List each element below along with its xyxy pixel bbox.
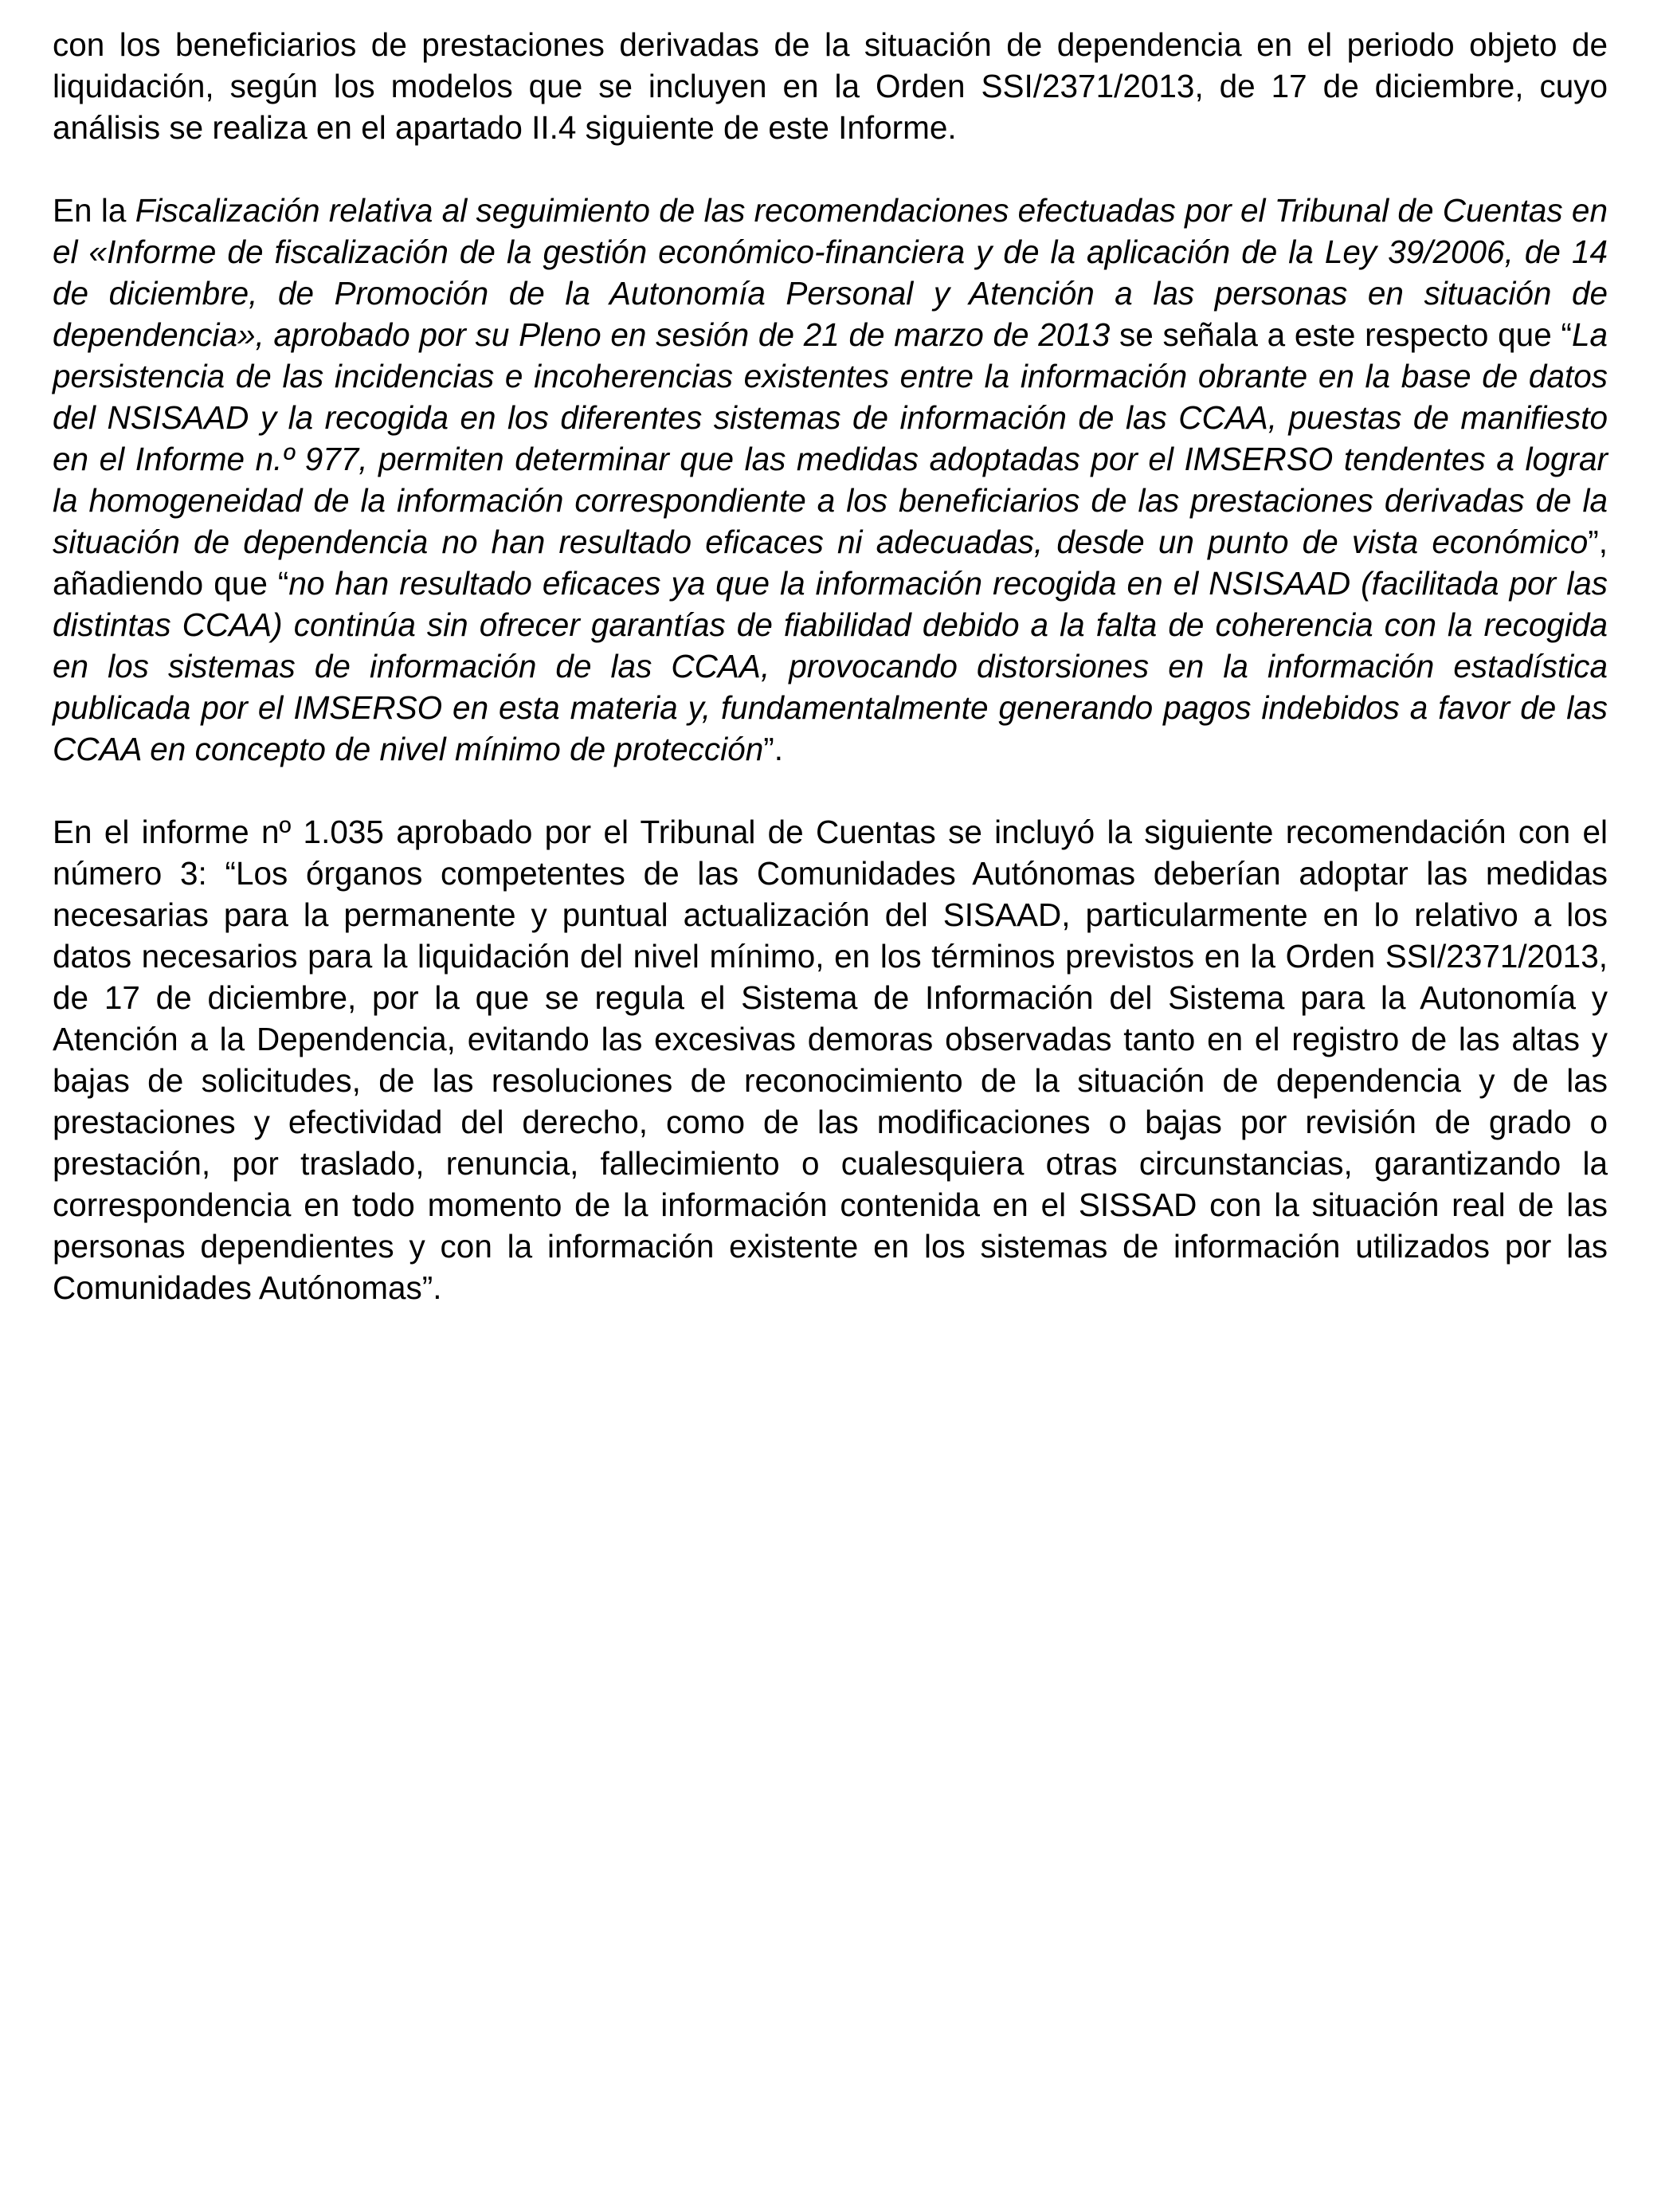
paragraph-2-text-run: En la bbox=[53, 192, 135, 229]
paragraph-2-italic-title: Fiscalización relativa al seguimiento de las recomendaciones efectuadas por el Tribunal de Cuentas en el «Informe de fiscalización de la gestión económico-financiera y de la aplicación de la Ley 39/2006, de 14 de diciembre, de Promoción de la Autonomía Personal y Atención a las personas en situación de dependencia», aprobado por su Pleno en sesión de 21 de marzo de 2013 bbox=[53, 192, 1608, 353]
paragraph-3-text: En el informe nº 1.035 aprobado por el Tribunal de Cuentas se incluyó la siguiente recomendación con el número 3: “Los órganos competentes de las Comunidades Autónomas deberían adoptar las medidas necesarias para la permanente y puntual actualización del SISAAD, particularmente en lo relativo a los datos necesarios para la liquidación del nivel mínimo, en los términos previstos en la Orden SSI/2371/2013, de 17 de diciembre, por la que se regula el Sistema de Información del Sistema para la Autonomía y Atención a la Dependencia, evitando las excesivas demoras observadas tanto en el registro de las altas y bajas de solicitudes, de las resoluciones de reconocimiento de la situación de dependencia y de las prestaciones y efectividad del derecho, como de las modificaciones o bajas por revisión de grado o prestación, por traslado, renuncia, fallecimiento o cualesquiera otras circunstancias, garantizando la correspondencia en todo momento de la información contenida en el SISSAD con la situación real de las personas dependientes y con la información existente en los sistemas de información utilizados por las Comunidades Autónomas”. bbox=[53, 814, 1608, 1306]
document-page bbox=[53, 24, 1608, 1308]
paragraph-fiscalizacion bbox=[53, 190, 1608, 770]
paragraph-2-italic-quote: no han resultado eficaces ya que la información recogida en el NSISAAD (facilitada por las distintas CCAA) continúa sin ofrecer garantías de fiabilidad debido a la falta de coherencia con la recogida en los sistemas de información de las CCAA, provocando distorsiones en la información estadística publicada por el IMSERSO en esta materia y, fundamentalmente generando pagos indebidos a favor de las CCAA en concepto de nivel mínimo de protección bbox=[53, 565, 1608, 767]
paragraph-2-text-run: ”, añadiendo que “ bbox=[53, 524, 1608, 602]
paragraph-2-text-run: se señala a este respecto que “ bbox=[1110, 316, 1572, 353]
paragraph-recomendacion bbox=[53, 811, 1608, 1308]
paragraph-2-italic-quote: La persistencia de las incidencias e incoherencias existentes entre la información obrante en la base de datos del NSISAAD y la recogida en los diferentes sistemas de información de las CCAA, puestas de manifiesto en el Informe n.º 977, permiten determinar que las medidas adoptadas por el IMSERSO tendentes a lograr la homogeneidad de la información correspondiente a los beneficiarios de las prestaciones derivadas de la situación de dependencia no han resultado eficaces ni adecuadas, desde un punto de vista económico bbox=[53, 316, 1608, 560]
paragraph-1-text: con los beneficiarios de prestaciones derivadas de la situación de dependencia en el periodo objeto de liquidación, según los modelos que se incluyen en la Orden SSI/2371/2013, de 17 de diciembre, cuyo análisis se realiza en el apartado II.4 siguiente de este Informe. bbox=[53, 26, 1608, 146]
paragraph-2-text-run: ”. bbox=[763, 731, 783, 767]
paragraph-liquidacion bbox=[53, 24, 1608, 148]
